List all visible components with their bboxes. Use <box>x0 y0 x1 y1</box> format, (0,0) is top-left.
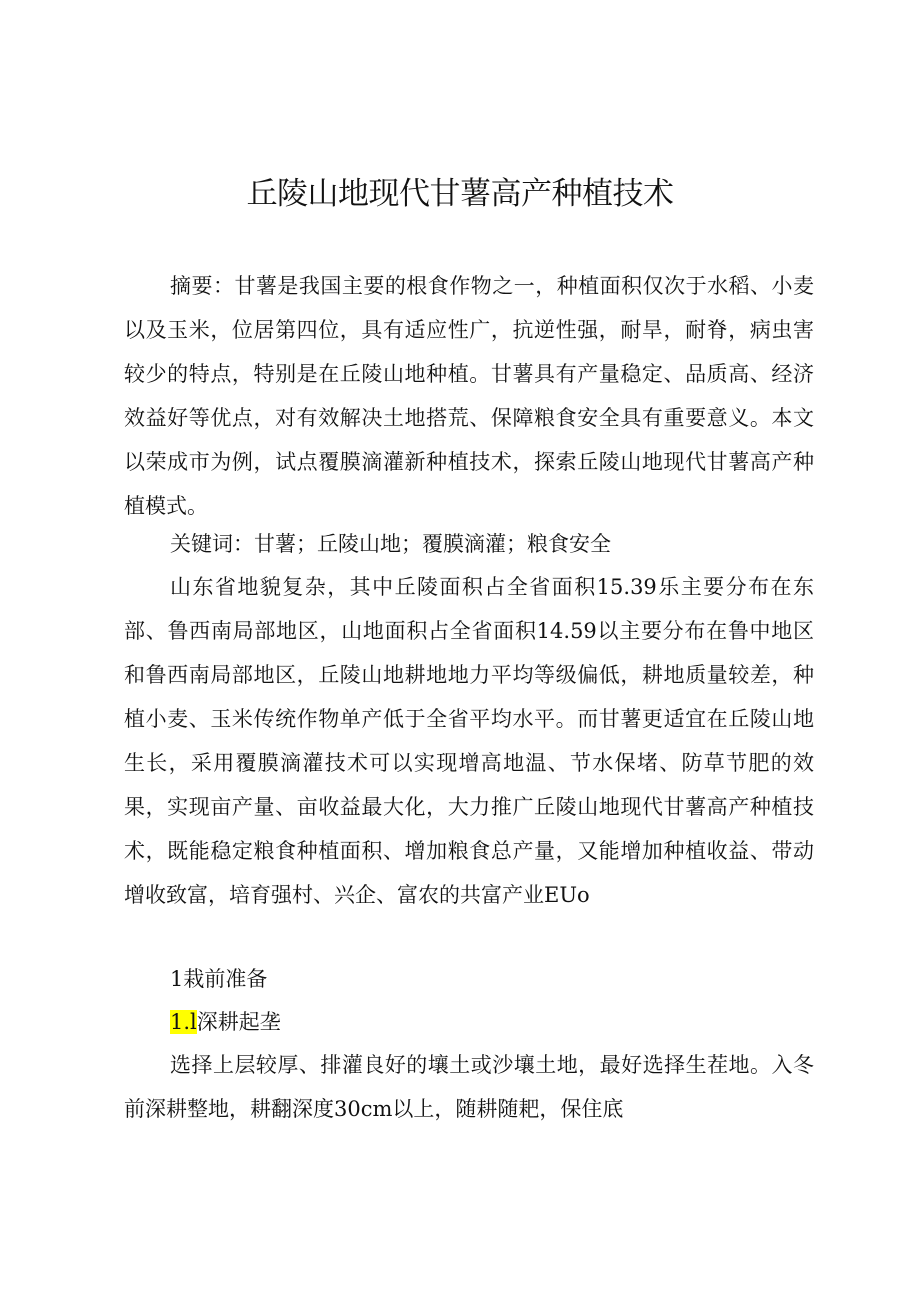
abstract-paragraph: 摘要：甘薯是我国主要的根食作物之一，种植面积仅次于水稻、小麦以及玉米，位居第四位，具有适应性广，抗逆性强，耐旱，耐脊，病虫害较少的特点，特别是在丘陵山地种植。甘薯具有产量稳定、品质高、经济效益好等优点，对有效解决土地搭荒、保障粮食安全具有重要意义。本文以荣成市为例，试点覆膜滴灌新种植技术，探索丘陵山地现代甘薯高产种植模式。 <box>124 274 814 518</box>
section-1-1-paragraph: 选择上层较厚、排灌良好的壤土或沙壤土地，最好选择生茬地。入冬前深耕整地，耕翻深度30cm以上，随耕随耙，保住底 <box>124 1053 814 1121</box>
highlighted-section-number: 1.l <box>170 1010 197 1034</box>
section-heading-1: 1栽前准备 <box>170 967 268 991</box>
section-heading-1-1-text: 深耕起垄 <box>196 1010 281 1034</box>
section-heading-1-1 <box>170 1000 281 1044</box>
keywords-paragraph: 关键词：甘薯；丘陵山地；覆膜滴灌；粮食安全 <box>170 532 611 556</box>
document-title: 丘陵山地现代甘薯高产种植技术 <box>246 176 674 212</box>
intro-paragraph: 山东省地貌复杂，其中丘陵面积占全省面积15.39乐主要分布在东部、鲁西南局部地区，山地面积占全省面积14.59以主要分布在鲁中地区和鲁西南局部地区，丘陵山地耕地地力平均等级偏低，耕地质量较差，种植小麦、玉米传统作物单产低于全省平均水平。而甘薯更适宜在丘陵山地生长，采用覆膜滴灌技术可以实现增高地温、节水保堵、防草节肥的效果，实现亩产量、亩收益最大化，大力推广丘陵山地现代甘薯高产种植技术，既能稳定粮食种植面积、增加粮食总产量，又能增加种植收益、带动增收致富，培育强村、兴企、富农的共富产业EUo <box>124 575 814 907</box>
